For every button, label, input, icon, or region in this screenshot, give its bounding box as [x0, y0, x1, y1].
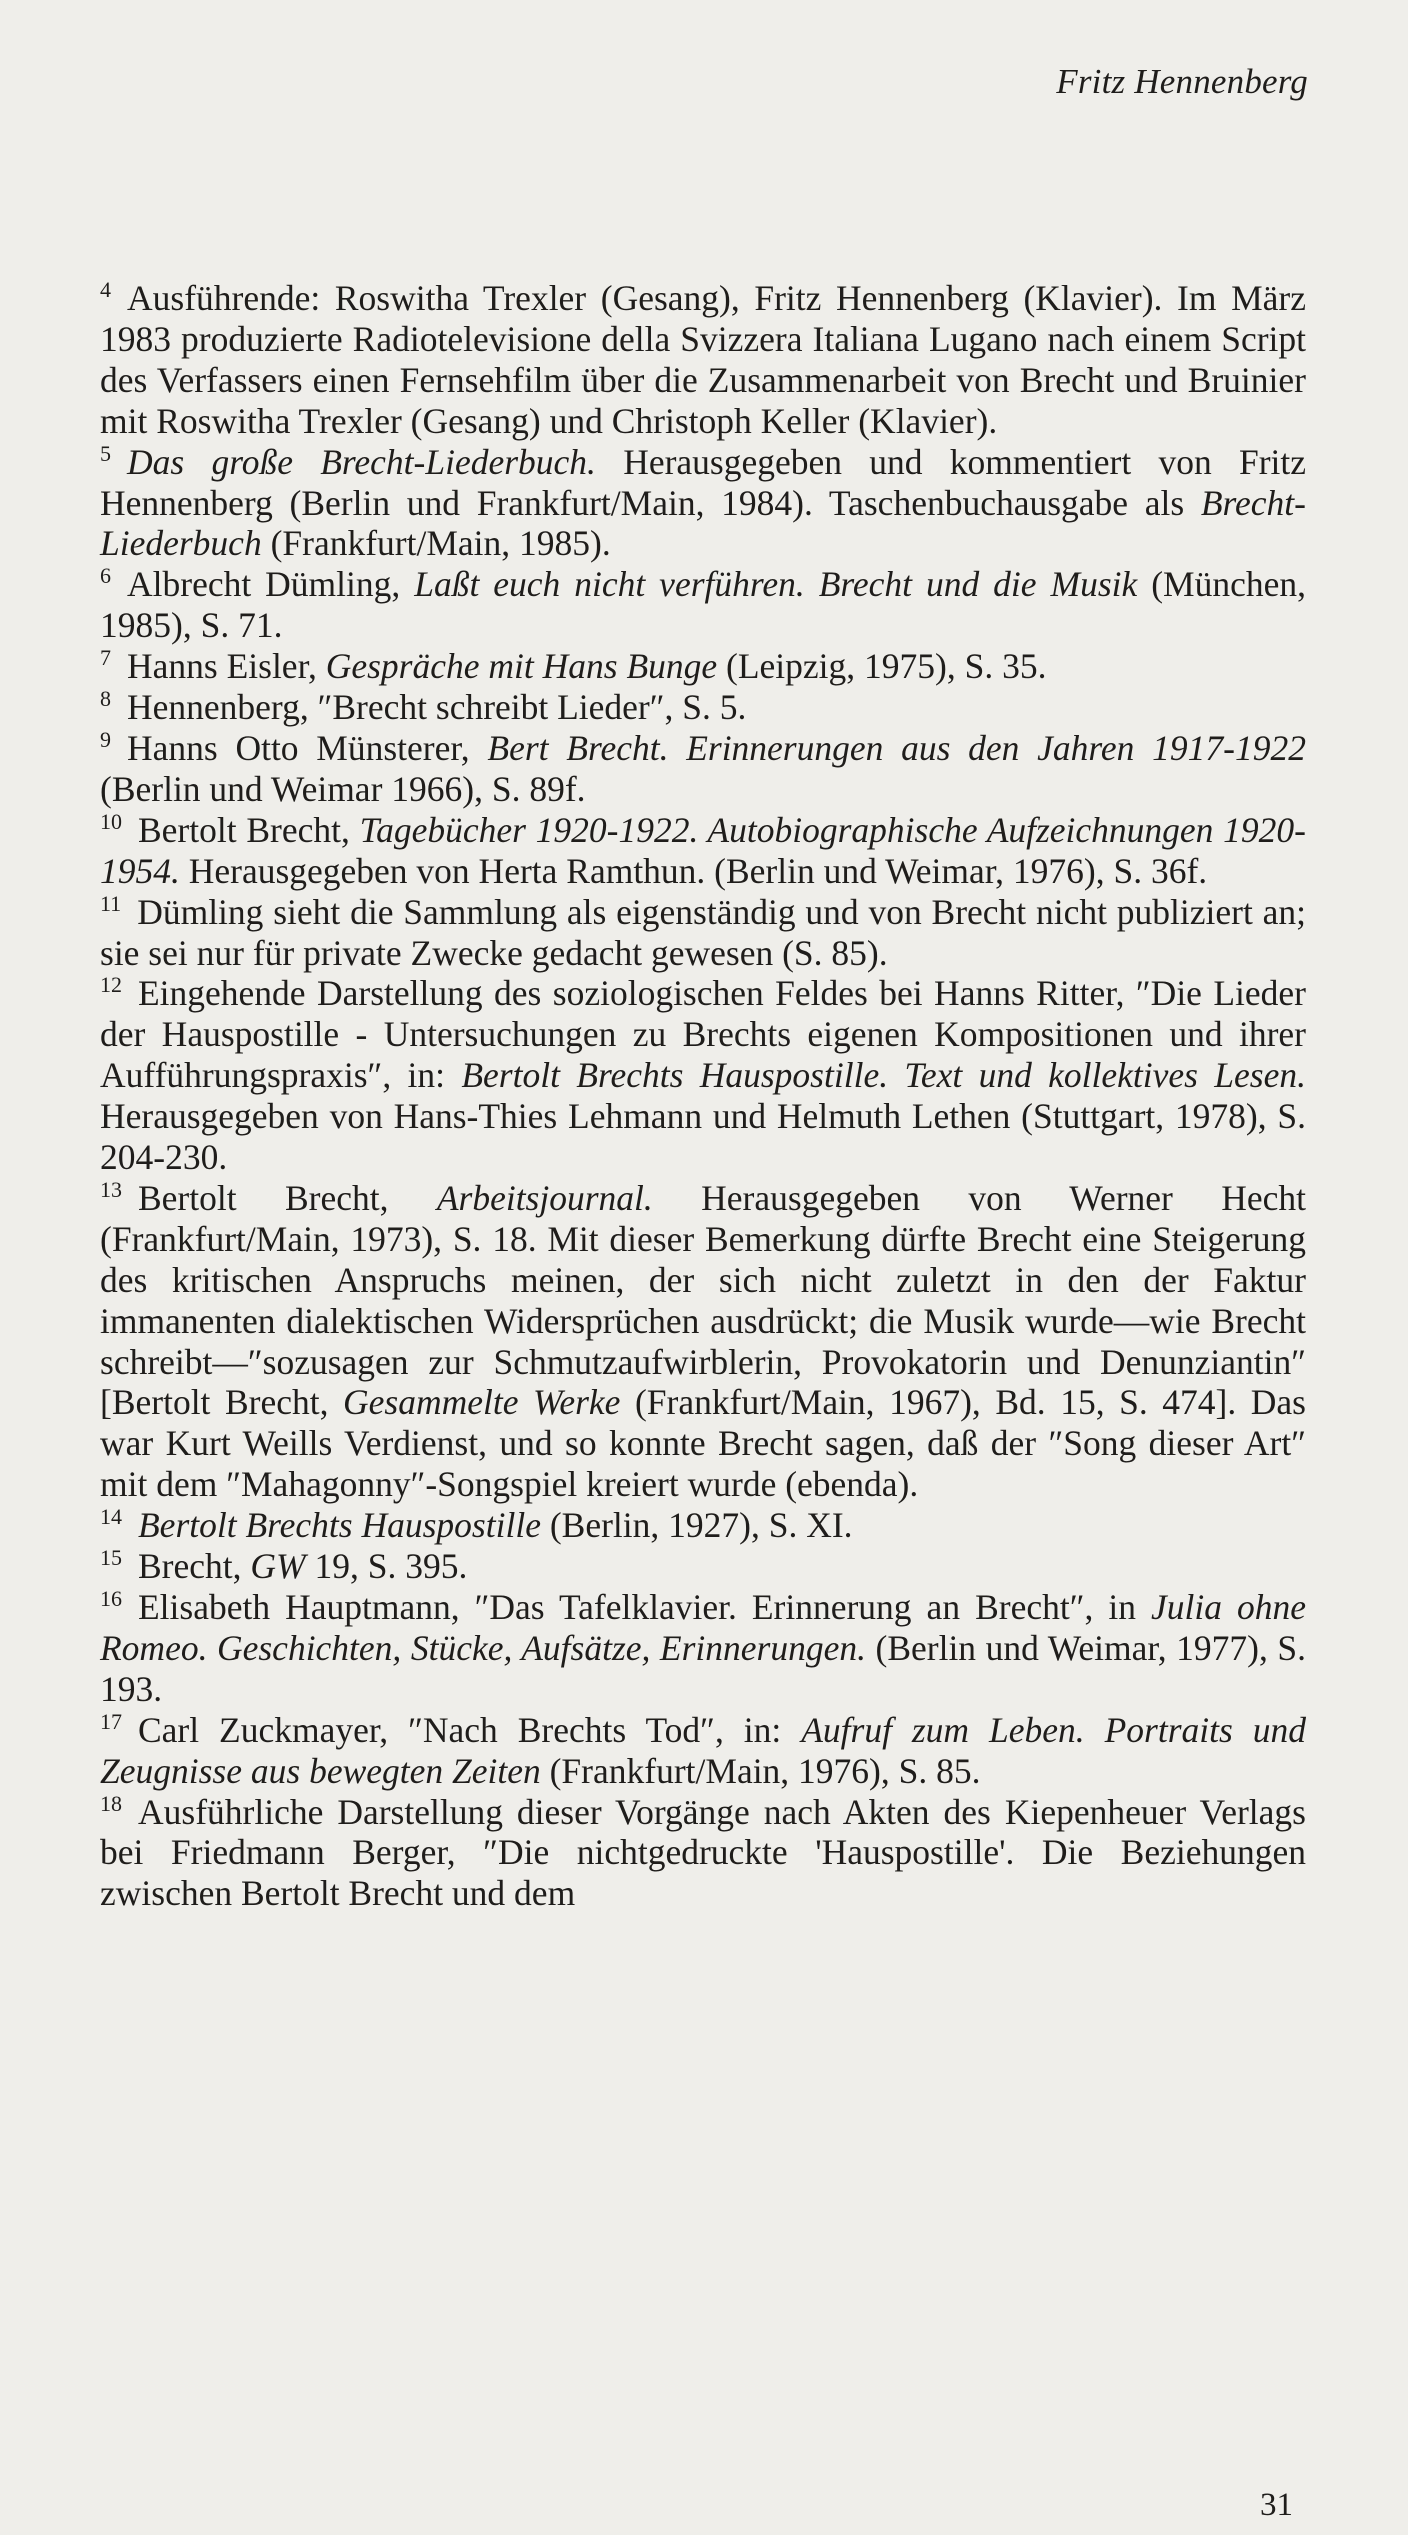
- footnote-number: 4: [100, 277, 111, 302]
- footnote-number: 6: [100, 563, 111, 589]
- footnote-title: Tagebücher 1920-1922. Autobiographische Aufzeichnungen 1920-1954.: [100, 809, 1306, 891]
- footnote-number: 13: [100, 1176, 122, 1202]
- footnote-text: Herausgegeben und kommentiert von Fritz Hennenberg (Berlin und Frankfurt/Main, 1984). Taschenbuchausgabe als: [100, 441, 1306, 523]
- footnote-15: [100, 1546, 1306, 1587]
- footnote-10: [100, 810, 1306, 892]
- footnote-14: [100, 1505, 1306, 1546]
- footnote-16: [100, 1587, 1306, 1710]
- footnote-title: Gesammelte Werke: [343, 1382, 621, 1423]
- footnote-number: 7: [100, 645, 111, 671]
- footnote-text: Dümling sieht die Sammlung als eigenständig und von Brecht nicht publiziert an; sie sei nur für private Zwecke gedacht gewesen (S. 85).: [100, 891, 1306, 973]
- footnote-number: 16: [100, 1586, 122, 1611]
- footnote-number: 15: [100, 1545, 122, 1571]
- footnote-text: Brecht,: [138, 1546, 251, 1587]
- footnote-text: Carl Zuckmayer, ″Nach Brechts Tod″, in:: [138, 1709, 802, 1750]
- footnote-text: (München, 1985), S. 71.: [100, 564, 1306, 646]
- footnote-17: [100, 1710, 1306, 1792]
- footnote-text: Hanns Eisler,: [127, 646, 326, 687]
- running-head: Fritz Hennenberg: [1056, 62, 1308, 101]
- footnote-4: [100, 278, 1306, 442]
- footnote-text: (Berlin und Weimar 1966), S. 89f.: [100, 768, 586, 809]
- footnote-9: [100, 728, 1306, 810]
- footnote-text: (Berlin, 1927), S. XI.: [540, 1505, 853, 1546]
- footnote-18: [100, 1792, 1306, 1915]
- footnote-text: 19, S. 395.: [305, 1546, 468, 1587]
- footnotes: [100, 278, 1306, 1914]
- footnote-text: Ausführende: Roswitha Trexler (Gesang), Fritz Hennenberg (Klavier). Im März 1983 produzierte Radiotelevisione della Svizzera Italiana Lugano nach einem Script des Verfassers einen Fernsehfilm über die Zusammenarbeit von Brecht und Bruinier mit Roswitha Trexler (Gesang) und Christoph Keller (Klavier).: [100, 278, 1306, 441]
- footnote-text: Hennenberg, ″Brecht schreibt Lieder″, S. 5.: [127, 687, 747, 728]
- footnote-text: Bertolt Brecht,: [138, 1177, 437, 1218]
- footnote-number: 11: [100, 890, 122, 916]
- footnote-title: Arbeitsjournal.: [436, 1177, 653, 1218]
- footnote-text: Hanns Otto Münsterer,: [127, 727, 488, 768]
- footnote-text: Elisabeth Hauptmann, ″Das Tafelklavier. Erinnerung an Brecht″, in: [138, 1587, 1151, 1627]
- footnote-title: Aufruf zum Leben. Portraits und Zeugnisse aus bewegten Zeiten: [100, 1709, 1307, 1791]
- footnote-title: GW: [250, 1546, 306, 1587]
- footnote-title: Gespräche mit Hans Bunge: [325, 646, 718, 687]
- footnote-title: Laßt euch nicht verführen. Brecht und die Musik: [414, 564, 1138, 605]
- footnote-7: [100, 646, 1306, 687]
- footnote-number: 9: [100, 726, 111, 752]
- footnote-text: (Berlin und Weimar, 1977), S. 193.: [100, 1627, 1306, 1709]
- footnote-number: 18: [100, 1790, 122, 1816]
- footnote-title: Das große Brecht-Liederbuch.: [127, 441, 596, 482]
- footnote-11: [100, 892, 1306, 974]
- footnote-number: 17: [100, 1708, 122, 1734]
- footnote-number: 8: [100, 686, 111, 712]
- footnote-text: Herausgegeben von Werner Hecht (Frankfurt/Main, 1973), S. 18. Mit dieser Bemerkung dürfte Brecht eine Steigerung des kritischen Anspruchs meinen, der sich nicht zuletzt in den der Faktur immanenten dialektischen Widersprüchen ausdrückt; die Musik wurde—wie Brecht schreibt—″sozusagen zur Schmutzaufwirblerin, Provokatorin und Denunziantin″ [Bertolt Brecht,: [100, 1177, 1306, 1423]
- footnote-number: 5: [100, 440, 111, 466]
- footnote-number: 14: [100, 1504, 122, 1530]
- footnote-12: [100, 973, 1306, 1178]
- footnote-text: (Frankfurt/Main, 1967), Bd. 15, S. 474]. Das war Kurt Weills Verdienst, und so konnte Brecht sagen, daß der ″Song dieser Art″ mit dem ″Mahagonny″-Songspiel kreiert wurde (ebenda).: [100, 1382, 1306, 1505]
- footnote-text: Albrecht Dümling,: [127, 564, 415, 605]
- footnote-6: [100, 564, 1306, 646]
- page-number: 31: [1260, 2487, 1293, 2523]
- footnote-number: 12: [100, 972, 122, 998]
- footnote-title: Bert Brecht. Erinnerungen aus den Jahren 1917-1922: [487, 727, 1306, 768]
- footnote-text: (Frankfurt/Main, 1985).: [261, 523, 611, 564]
- footnote-text: Ausführliche Darstellung dieser Vorgänge nach Akten des Kiepenheuer Verlags bei Friedmann Berger, ″Die nichtgedruckte 'Hauspostille'. Die Beziehungen zwischen Bertolt Brecht und dem: [100, 1791, 1306, 1914]
- footnote-title: Bertolt Brechts Hauspostille. Text und kollektives Lesen.: [461, 1055, 1307, 1096]
- footnote-text: Eingehende Darstellung des soziologischen Feldes bei Hanns Ritter, ″Die Lieder der Hauspostille - Untersuchungen zu Brechts eigenen Kompositionen und ihrer Aufführungspraxis″, in:: [100, 973, 1306, 1096]
- footnote-text: (Leipzig, 1975), S. 35.: [717, 646, 1047, 687]
- footnote-title: Bertolt Brechts Hauspostille: [138, 1505, 541, 1546]
- footnote-text: Herausgegeben von Hans-Thies Lehmann und Helmuth Lethen (Stuttgart, 1978), S. 204-230.: [100, 1096, 1306, 1178]
- footnote-text: (Frankfurt/Main, 1976), S. 85.: [540, 1750, 981, 1791]
- footnote-text: Bertolt Brecht,: [138, 809, 360, 850]
- footnote-8: [100, 687, 1306, 728]
- footnote-title: Julia ohne Romeo. Geschichten, Stücke, Aufsätze, Erinnerungen.: [100, 1587, 1306, 1668]
- footnote-number: 10: [100, 808, 122, 834]
- footnote-13: [100, 1178, 1306, 1505]
- footnote-text: Herausgegeben von Herta Ramthun. (Berlin und Weimar, 1976), S. 36f.: [179, 850, 1208, 891]
- footnote-title: Brecht-Liederbuch: [100, 482, 1306, 564]
- footnote-5: [100, 442, 1306, 565]
